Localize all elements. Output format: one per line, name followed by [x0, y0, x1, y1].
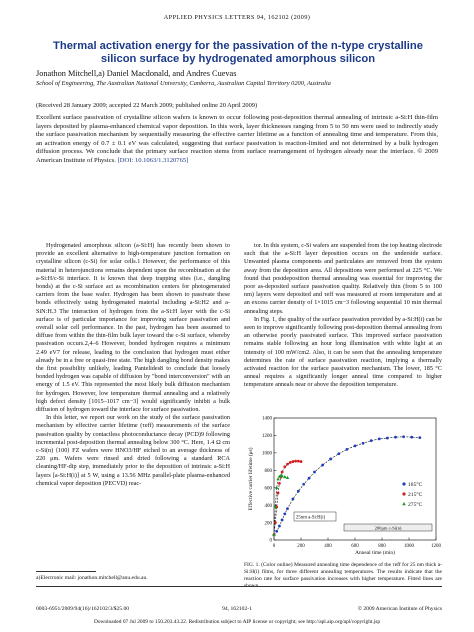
data-point: [313, 471, 316, 474]
data-point: [283, 465, 286, 468]
lifetime-chart: [244, 412, 442, 559]
author-list: Jonathon Mitchell,a) Daniel Macdonald, and Andres Cuevas: [36, 69, 237, 78]
data-point: [329, 458, 332, 461]
data-point: [286, 463, 289, 466]
fit-line: [274, 461, 301, 535]
data-point: [278, 525, 281, 528]
data-point: [292, 498, 295, 501]
x-tick-label: 400: [324, 544, 332, 549]
received-dates: (Received 28 January 2009; accepted 22 March 2009; published online 20 April 2009): [36, 102, 258, 109]
y-tick-label: 600: [264, 486, 272, 492]
legend-swatch: [402, 492, 405, 495]
data-point: [402, 435, 405, 438]
data-point: [297, 490, 300, 493]
data-point: [418, 436, 421, 439]
data-point: [302, 483, 305, 486]
footer-issn: 0003-6951/2009/94(16)/162102/3/$25.00: [36, 606, 130, 612]
paper-title: Thermal activation energy for the passivation of the n-type crystalline silicon surface by hydrogenated amorphous silicon: [53, 40, 423, 65]
data-point: [378, 438, 381, 441]
data-point: [283, 512, 286, 515]
y-tick-label: 1200: [262, 434, 272, 440]
running-head: APPLIED PHYSICS LETTERS 94, 162102 (2009): [163, 14, 311, 21]
abstract-text: Excellent surface passivation of crystalline silicon wafers is known to occur following post-deposition thermal annealing of intrinsic a-Si:H thin-film layers deposited by plasma-enhanced chemical vapor deposition. In this work, layer thicknesses ranging from 5 to 50 nm were used to indirectly study the surface passivation mechanism by sequentially measuring the effective carrier lifetime as a function of annealing time and temperature. From this, an activation energy of 0.7 ± 0.1 eV was calculated, suggesting that surface passivation is reaction-limited and not determined by a bulk hydrogen diffusion process. We conclude that the primary surface reaction stems from surface rearrangement of hydrogen already near the interface. © 2009 American Institute of Physics.: [36, 114, 438, 164]
abstract: [36, 114, 438, 165]
x-axis-label: Anneal time (min): [355, 550, 395, 556]
data-point: [286, 476, 289, 479]
data-point: [294, 460, 297, 463]
legend-swatch: [402, 502, 406, 505]
paragraph: Hydrogenated amorphous silicon (a-Si:H) has recently been shown to provide an excellent alternative to high-temperature junction formation on crystalline silicon (c-Si) for solar cells.1 However, the performance of this material in heterojunctions remains dependent upon the recombination at the a-Si:H/c-Si interface. It is known that deep trapping sites (i.e., dangling bonds) at the c-Si surface act as recombination centers for photogenerated carriers from the base wafer. Hydrogen has been shown to passivate these bonds effectively using hydrogenated material including a-Si:H2 and a-SiN:H.3 The interaction of hydrogen from the a-Si:H layer with the c-Si surface is of particular importance for improving surface passivation and overall solar cell performance. In the past, hydrogen has been assumed to diffuse from within the thin-film bulk layer toward the c-Si surface, whereby passivation occurs.2,4–6 However, bonded hydrogen requires a minimum 2.49 eV7 for release, leading to the conclusion that hydrogen must either already be in a free or quasi-free state. The high dangling bond density makes the first possibility unlikely, leading Pantelides8 to conclude that loosely bonded hydrogen was capable of diffusion by "bond interconversion" with an energy of 1.5 eV. This represented the most likely bulk diffusion mechanism for hydrogen. However, low temperature thermal annealing and a relatively high defect density [1015–1017 cm−3] would significantly inhibit a bulk diffusion of hydrogen toward the interface for surface passivation.: [36, 242, 230, 414]
data-point: [354, 444, 357, 447]
inset-wafer-label: 200μm c-Si(n): [374, 525, 402, 531]
legend-label: 215°C: [408, 492, 423, 498]
data-point: [281, 519, 284, 522]
paragraph: tor. In this system, c-Si wafers are suspended from the top heating electrode such that the a-Si:H layer deposition occurs on the underside surface. Unwanted plasma components and particulates are removed from the system away from the deposition area. All depositions were performed at 225 °C. We found that postdeposition thermal annealing was essential for improving the poor as-deposited surface passivation quality. Relatively thin (from 5 to 100 nm) layers were deposited and τeff was measured at room temperature and at an excess carrier density of 1×1015 cm−3 following sequential 10 min thermal annealing steps.: [244, 242, 442, 315]
x-tick-label: 600: [351, 544, 359, 549]
x-tick-label: 0: [272, 544, 276, 549]
data-point: [321, 464, 324, 467]
inset-label: 25nm a-Si:H(i): [296, 515, 326, 521]
x-tick-label: 1000: [404, 544, 414, 549]
data-point: [308, 477, 311, 480]
doi-link[interactable]: [DOI: 10.1063/1.3120765]: [117, 156, 189, 164]
y-tick-label: 400: [264, 503, 272, 509]
body-right-column: [244, 242, 442, 390]
figure-1: [244, 412, 442, 559]
y-tick-label: 800: [264, 468, 272, 474]
download-note: Downloaded 07 Jul 2009 to 150.203.43.22. Redistribution subject to AIP license or copyright; see http://apl.aip.org/apl/copyright.jsp: [93, 619, 381, 625]
data-point: [337, 452, 340, 455]
data-point: [297, 460, 300, 463]
legend-label: 185°C: [408, 482, 423, 488]
affiliation: School of Engineering, The Australian National University, Canberra, Australian Capital Territory 0200, Australia: [36, 80, 331, 87]
footer-copyright: © 2009 American Institute of Physics: [357, 606, 442, 612]
data-point: [292, 460, 295, 463]
data-point: [281, 471, 284, 474]
x-tick-label: 800: [378, 544, 386, 549]
y-tick-label: 1400: [262, 416, 272, 422]
data-point: [346, 448, 349, 451]
data-point: [370, 439, 373, 442]
y-tick-label: 0: [269, 538, 272, 544]
figure-caption: FIG. 1. (Color online) Measured annealing time dependence of the τeff for 25 nm thick a-Si:H(i) films, for three different annealing temperatures. The results indicate that the reaction rate for surface passivation increases with higher temperature. Fitted lines are shown.: [244, 562, 442, 589]
y-axis-label: Effective carrier lifetime (μs): [248, 447, 254, 511]
data-point: [286, 507, 289, 510]
x-tick-label: 1200: [431, 544, 441, 549]
footer-divider: [36, 586, 442, 587]
data-point: [278, 482, 281, 485]
data-point: [410, 436, 413, 439]
footnote: a)Electronic mail: jonathon.mitchell@anu.edu.au.: [36, 575, 148, 581]
data-point: [386, 437, 389, 440]
legend-label: 275°C: [408, 502, 423, 508]
data-point: [277, 492, 280, 495]
x-tick-label: 200: [297, 544, 305, 549]
data-point: [283, 475, 286, 478]
paragraph: In Fig. 1, the quality of the surface passivation provided by a-Si:H(i) can be seen to improve significantly following post-deposition thermal annealing from an otherwise poorly passivated surface. This improved surface passivation remains stable following an hour long illumination with white light at an intensity of 100 mW/cm2. Also, it can be seen that the annealing temperature determines the rate of surface passivation reaction, implying a thermally activated reaction for the surface passivation mechanism. The lower, 185 °C anneal requires a significantly longer anneal time compared to higher temperature anneals near or above the deposition temperature.: [244, 315, 442, 389]
data-point: [394, 436, 397, 439]
data-point: [289, 461, 292, 464]
data-point: [275, 530, 278, 533]
legend-swatch: [402, 482, 405, 485]
body-left-column: [36, 242, 230, 488]
y-tick-label: 1000: [262, 451, 272, 457]
data-point: [362, 442, 365, 445]
footnote-divider: [36, 571, 96, 572]
data-point: [300, 460, 303, 463]
y-tick-label: 200: [264, 521, 272, 527]
footer-page-number: 94, 162102-1: [222, 606, 252, 612]
paragraph: In this letter, we report our work on the study of the surface passivation mechanism by effective carrier lifetime (τeff) measurements of the surface passivation quality by contactless photoconductance decay (PCD)9 following incremental post-deposition thermal annealing below 300 °C. Here, 1.4 Ω cm c-Si(n) ⟨100⟩ FZ wafers were HNO3/HF etched to an average thickness of 220 μm. Wafers were rinsed and dried following a standard RCA cleaning/HF-dip step, immediately prior to the deposition of intrinsic a-Si:H layers [a-Si:H(i)] at 5 W, using a 13.56 MHz parallel-plate plasma-enhanced chemical vapor deposition (PECVD) reac-: [36, 414, 230, 487]
